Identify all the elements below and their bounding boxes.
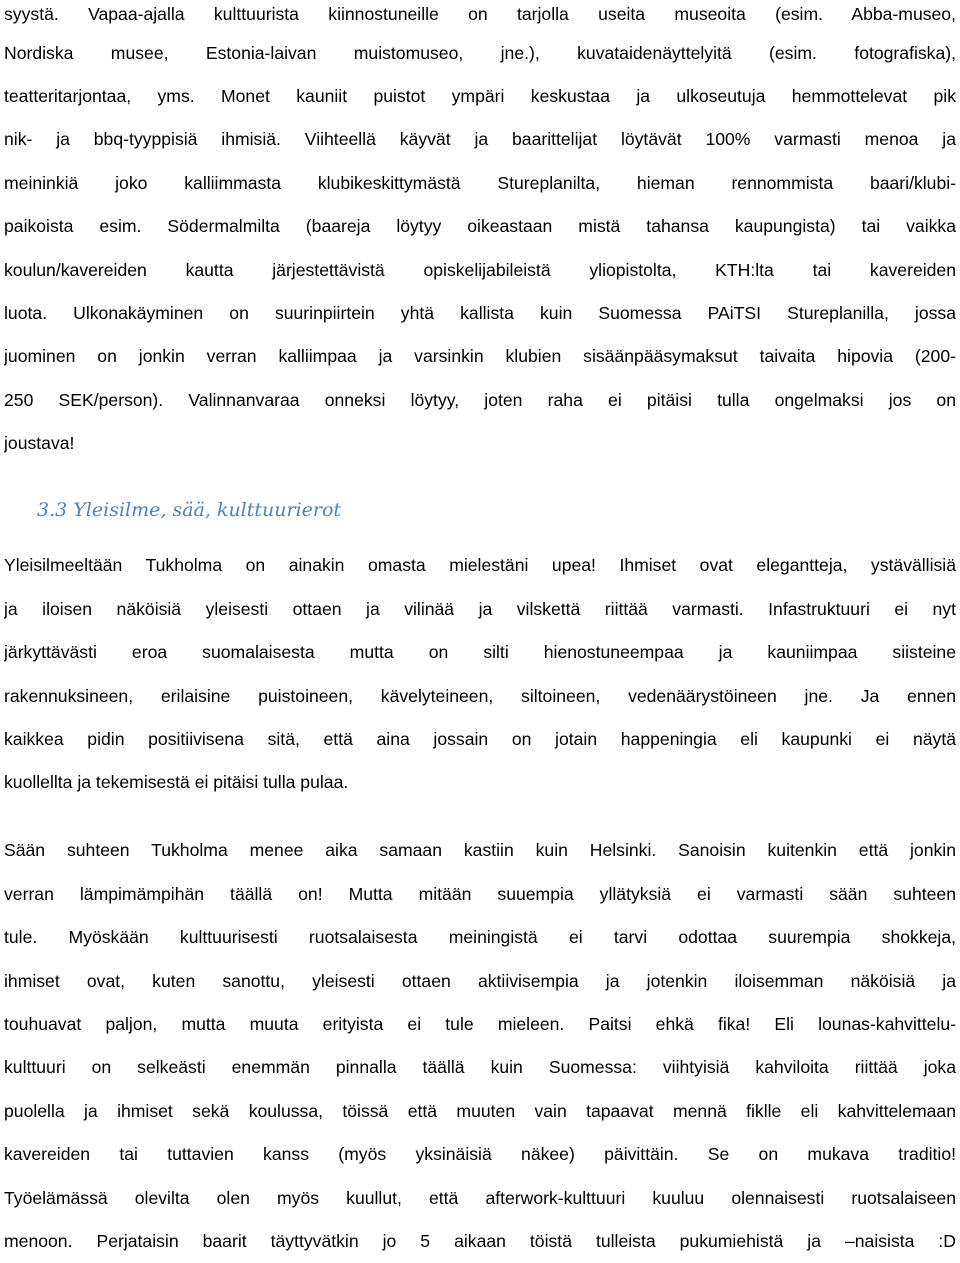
paragraph-line: järkyttävästi eroa suomalaisesta mutta on silti hienostuneempaa ja kauniimpaa siisteine <box>4 642 956 662</box>
paragraph-line: touhuavat paljon, mutta muuta erityista ei tule mieleen. Paitsi ehkä fika! Eli lounas-kahvittelu- <box>4 1014 956 1034</box>
paragraph-line: joustava! <box>4 433 75 453</box>
paragraph-line: ihmiset ovat, kuten sanottu, yleisesti ottaen aktiivisempia ja jotenkin iloisemman näköisiä ja <box>4 971 956 991</box>
paragraph-line: kaikkea pidin positiivisena sitä, että aina jossain on jotain happeningia eli kaupunki ei näytä <box>4 729 956 749</box>
paragraph-line: ja iloisen näköisiä yleisesti ottaen ja vilinää ja vilskettä riittää varmasti. Infastruktuuri ei nyt <box>4 599 956 619</box>
paragraph-line: kuollellta ja tekemisestä ei pitäisi tulla pulaa. <box>4 772 349 792</box>
paragraph-line: verran lämpimämpihän täällä on! Mutta mitään suuempia yllätyksiä ei varmasti sään suhteen <box>4 884 956 904</box>
paragraph-line: juominen on jonkin verran kalliimpaa ja varsinkin klubien sisäänpääsymaksut taivaita hipovia (200- <box>4 346 956 366</box>
paragraph-line: rakennuksineen, erilaisine puistoineen, kävelyteineen, siltoineen, vedenäärystöineen jne. Ja ennen <box>4 686 956 706</box>
paragraph-line: koulun/kavereiden kautta järjestettävistä opiskelijabileistä yliopistolta, KTH:lta tai kavereiden <box>4 260 956 280</box>
paragraph-line: kavereiden tai tuttavien kanss (myös yksinäisiä näkee) päivittäin. Se on mukava traditio! <box>4 1144 956 1164</box>
paragraph-line: Sään suhteen Tukholma menee aika samaan kastiin kuin Helsinki. Sanoisin kuitenkin että jonkin <box>4 840 956 860</box>
paragraph-line: menoon. Perjataisin baarit täyttyvätkin jo 5 aikaan töistä tulleista pukumiehistä ja –naisista :D <box>4 1231 956 1251</box>
paragraph-line: Nordiska musee, Estonia-laivan muistomuseo, jne.), kuvataidenäyttelyitä (esim. fotografiska), <box>4 43 956 63</box>
paragraph-line: tule. Myöskään kulttuurisesti ruotsalaisesta meiningistä ei tarvi odottaa suurempia shokkeja, <box>4 927 956 947</box>
paragraph-line: nik- ja bbq-tyyppisiä ihmisiä. Viihteellä käyvät ja baarittelijat löytävät 100% varmasti menoa ja <box>4 129 956 149</box>
paragraph-line: 250 SEK/person). Valinnanvaraa onneksi löytyy, joten raha ei pitäisi tulla ongelmaksi jos on <box>4 390 956 410</box>
paragraph-line: paikoista esim. Södermalmilta (baareja löytyy oikeastaan mistä tahansa kaupungista) tai vaikka <box>4 216 956 236</box>
paragraph-line: syystä. Vapaa-ajalla kulttuurista kiinnostuneille on tarjolla useita museoita (esim. Abba-museo, <box>4 4 956 24</box>
paragraph-line: luota. Ulkonakäyminen on suurinpiirtein yhtä kallista kuin Suomessa PAiTSI Stureplanilla, jossa <box>4 303 956 323</box>
paragraph-line: Yleisilmeeltään Tukholma on ainakin omasta mielestäni upea! Ihmiset ovat elegantteja, ystävällisiä <box>4 555 956 575</box>
document-page <box>4 0 956 1257</box>
paragraph-line: puolella ja ihmiset sekä koulussa, töissä että muuten vain tapaavat mennä fiklle eli kahvittelemaan <box>4 1101 956 1121</box>
paragraph-line: teatteritarjontaa, yms. Monet kauniit puistot ympäri keskustaa ja ulkoseutuja hemmottelevat pik <box>4 86 956 106</box>
paragraph-line: kulttuuri on selkeästi enemmän pinnalla täällä kuin Suomessa: viihtyisiä kahviloita riittää joka <box>4 1057 956 1077</box>
section-heading: 3.3 Yleisilme, sää, kulttuurierot <box>37 499 342 521</box>
paragraph-line: meininkiä joko kalliimmasta klubikeskittymästä Stureplanilta, hieman rennommista baari/klubi- <box>4 173 956 193</box>
paragraph-line: Työelämässä olevilta olen myös kuullut, että afterwork-kulttuuri kuuluu olennaisesti ruotsalaiseen <box>4 1188 956 1208</box>
